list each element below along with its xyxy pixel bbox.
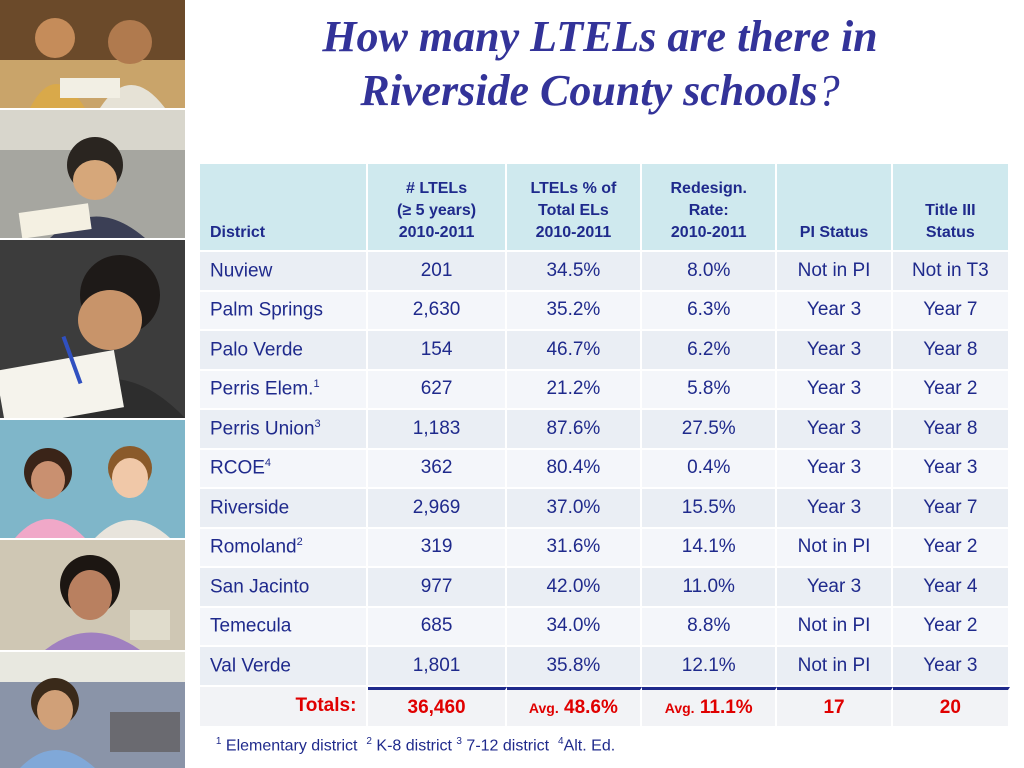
district-cell: Palm Springs: [200, 292, 368, 332]
ltels-cell: 319: [368, 529, 506, 569]
photo-two-children: [0, 420, 185, 538]
table-row: [200, 568, 1010, 608]
pi-status-cell: Not in PI: [777, 608, 892, 648]
district-cell: Temecula: [200, 608, 368, 648]
redesig-cell: 12.1%: [642, 647, 777, 687]
district-cell: San Jacinto: [200, 568, 368, 608]
district-cell: Perris Elem.$^1$: [200, 371, 368, 411]
header-ltels: # LTELs (≥ 5 years) 2010-2011: [368, 164, 506, 252]
district-cell: RCOE$^4$: [200, 450, 368, 490]
pi-status-cell: Year 3: [777, 489, 892, 529]
table-header-row: [200, 164, 1010, 252]
district-cell: Riverside: [200, 489, 368, 529]
pct-cell: 80.4%: [507, 450, 642, 490]
redesig-cell: 11.0%: [642, 568, 777, 608]
title-iii-cell: Year 4: [893, 568, 1010, 608]
pct-cell: 35.2%: [507, 292, 642, 332]
totals-pi: 17: [777, 687, 892, 728]
header-pi-status: PI Status: [777, 164, 892, 252]
title-line-2: Riverside County schools: [360, 66, 818, 115]
redesig-cell: 8.0%: [642, 252, 777, 292]
pct-cell: 35.8%: [507, 647, 642, 687]
header-ltels-pct: LTELs % of Total ELs 2010-2011: [507, 164, 642, 252]
redesig-cell: 0.4%: [642, 450, 777, 490]
title-question-mark: ?: [817, 66, 840, 115]
table-row: [200, 529, 1010, 569]
table-row: [200, 489, 1010, 529]
footnotes: $^1$ Elementary district $^2$ K-8 district $^3$ 7-12 district $^4$Alt. Ed.: [215, 736, 616, 755]
redesig-cell: 14.1%: [642, 529, 777, 569]
pi-status-cell: Not in PI: [777, 529, 892, 569]
table-row: [200, 292, 1010, 332]
title-iii-cell: Not in T3: [893, 252, 1010, 292]
totals-avg-pct: Avg. 48.6%: [507, 687, 642, 728]
photo-strip: [0, 0, 185, 768]
table-row: [200, 410, 1010, 450]
pi-status-cell: Year 3: [777, 331, 892, 371]
pct-cell: 31.6%: [507, 529, 642, 569]
ltels-cell: 2,969: [368, 489, 506, 529]
table-row: [200, 371, 1010, 411]
header-district: District: [200, 164, 368, 252]
table-row: [200, 608, 1010, 648]
table-body: [200, 252, 1010, 687]
ltels-cell: 1,801: [368, 647, 506, 687]
pi-status-cell: Year 3: [777, 410, 892, 450]
ltels-cell: 977: [368, 568, 506, 608]
pct-cell: 87.6%: [507, 410, 642, 450]
photo-teen-writing: [0, 240, 185, 418]
header-title-iii-status: Title III Status: [893, 164, 1010, 252]
pi-status-cell: Year 3: [777, 371, 892, 411]
photo-students-reading: [0, 0, 185, 108]
pct-cell: 46.7%: [507, 331, 642, 371]
page-title: [200, 10, 1000, 118]
redesig-cell: 6.2%: [642, 331, 777, 371]
header-redesignation-rate: Redesign. Rate: 2010-2011: [642, 164, 777, 252]
pi-status-cell: Not in PI: [777, 647, 892, 687]
title-iii-cell: Year 8: [893, 410, 1010, 450]
title-iii-cell: Year 3: [893, 647, 1010, 687]
title-iii-cell: Year 3: [893, 450, 1010, 490]
ltels-cell: 201: [368, 252, 506, 292]
title-iii-cell: Year 2: [893, 608, 1010, 648]
title-iii-cell: Year 7: [893, 489, 1010, 529]
photo-classroom-child: [0, 652, 185, 768]
district-cell: Val Verde: [200, 647, 368, 687]
pct-cell: 34.5%: [507, 252, 642, 292]
title-iii-cell: Year 2: [893, 529, 1010, 569]
ltels-cell: 362: [368, 450, 506, 490]
photo-boy-writing: [0, 110, 185, 238]
ltels-cell: 685: [368, 608, 506, 648]
table-row: [200, 450, 1010, 490]
pi-status-cell: Not in PI: [777, 252, 892, 292]
pct-cell: 21.2%: [507, 371, 642, 411]
title-iii-cell: Year 8: [893, 331, 1010, 371]
ltels-cell: 1,183: [368, 410, 506, 450]
pi-status-cell: Year 3: [777, 292, 892, 332]
redesig-cell: 8.8%: [642, 608, 777, 648]
table-row: [200, 647, 1010, 687]
redesig-cell: 5.8%: [642, 371, 777, 411]
pi-status-cell: Year 3: [777, 568, 892, 608]
totals-label: Totals:: [200, 687, 368, 728]
pi-status-cell: Year 3: [777, 450, 892, 490]
ltels-cell: 2,630: [368, 292, 506, 332]
district-cell: Perris Union$^3$: [200, 410, 368, 450]
title-iii-cell: Year 2: [893, 371, 1010, 411]
pct-cell: 37.0%: [507, 489, 642, 529]
redesig-cell: 15.5%: [642, 489, 777, 529]
totals-t3: 20: [893, 687, 1010, 728]
pct-cell: 34.0%: [507, 608, 642, 648]
ltel-table: [200, 164, 1010, 728]
ltels-cell: 627: [368, 371, 506, 411]
district-cell: Palo Verde: [200, 331, 368, 371]
photo-girl-smiling: [0, 540, 185, 650]
table-row: [200, 331, 1010, 371]
table-row: [200, 252, 1010, 292]
title-iii-cell: Year 7: [893, 292, 1010, 332]
pct-cell: 42.0%: [507, 568, 642, 608]
redesig-cell: 27.5%: [642, 410, 777, 450]
totals-avg-redesig: Avg. 11.1%: [642, 687, 777, 728]
district-cell: Nuview: [200, 252, 368, 292]
ltels-cell: 154: [368, 331, 506, 371]
title-line-1: How many LTELs are there in: [322, 12, 878, 61]
redesig-cell: 6.3%: [642, 292, 777, 332]
district-cell: Romoland$^2$: [200, 529, 368, 569]
totals-ltels: 36,460: [368, 687, 506, 728]
